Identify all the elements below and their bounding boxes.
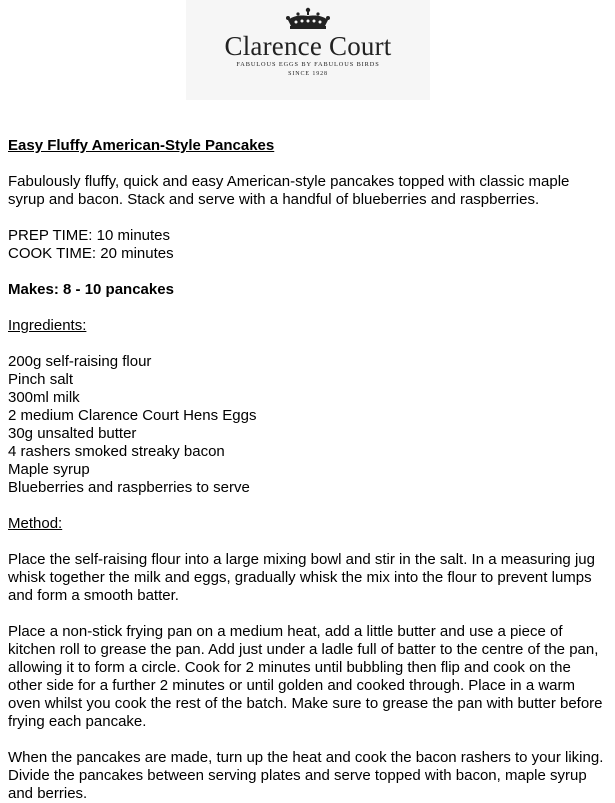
crown-icon	[280, 7, 336, 31]
brand-since: SINCE 1928	[288, 71, 328, 77]
cook-time: COOK TIME: 20 minutes	[8, 245, 174, 262]
list-item: Blueberries and raspberries to serve	[8, 479, 250, 496]
list-item: 200g self-raising flour	[8, 353, 152, 370]
list-item: 30g unsalted butter	[8, 425, 137, 442]
brand-tagline: FABULOUS EGGS BY FABULOUS BIRDS	[236, 61, 380, 68]
method-heading: Method:	[8, 515, 63, 532]
recipe-intro: Fabulously fluffy, quick and easy American-style pancakes topped with classic maple syrup and bacon. Stack and serve with a handful of blueberries and raspberries.	[8, 173, 570, 208]
list-item: 2 medium Clarence Court Hens Eggs	[8, 407, 257, 424]
prep-time: PREP TIME: 10 minutes	[8, 227, 171, 244]
timing-block	[8, 227, 608, 263]
ingredients-list	[8, 353, 608, 497]
method-step: When the pancakes are made, turn up the heat and cook the bacon rashers to your liking. Divide the pancakes between serving plates and serve topped with bacon, maple syrup and berries.	[8, 749, 604, 802]
list-item: 4 rashers smoked streaky bacon	[8, 443, 225, 460]
recipe-content	[8, 137, 608, 803]
brand-name: Clarence Court	[224, 31, 392, 61]
recipe-title: Easy Fluffy American-Style Pancakes	[8, 137, 275, 154]
method-step: Place the self-raising flour into a large mixing bowl and stir in the salt. In a measuring jug whisk together the milk and eggs, gradually whisk the mix into the flour to prevent lumps and form a smooth batter.	[8, 551, 595, 604]
ingredients-heading: Ingredients:	[8, 317, 87, 334]
list-item: 300ml milk	[8, 389, 80, 406]
method-step: Place a non-stick frying pan on a medium heat, add a little butter and use a piece of kitchen roll to grease the pan. Add just under a ladle full of batter to the centre of the pan, allowing it to form a circle. Cook for 2 minutes until bubbling then flip and cook on the other side for a further 2 minutes or until golden and cooked through. Place in a warm oven whilst you cook the rest of the batch. Make sure to grease the pan with butter before frying each pancake.	[8, 623, 603, 730]
list-item: Maple syrup	[8, 461, 90, 478]
makes-count: Makes: 8 - 10 pancakes	[8, 281, 174, 298]
brand-logo	[186, 0, 430, 100]
list-item: Pinch salt	[8, 371, 74, 388]
